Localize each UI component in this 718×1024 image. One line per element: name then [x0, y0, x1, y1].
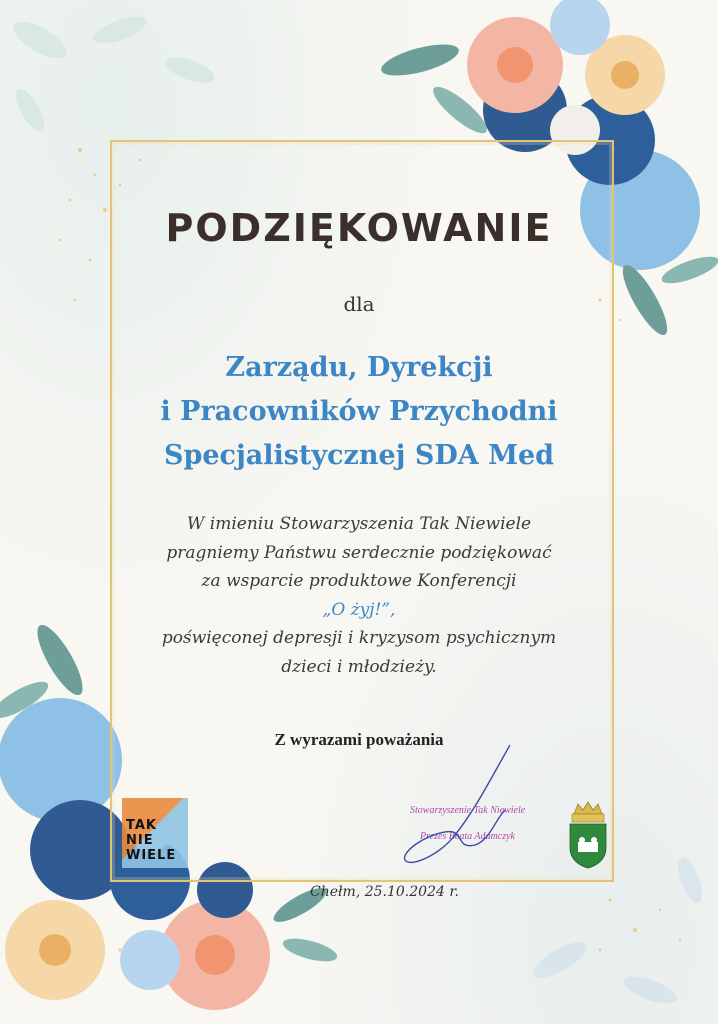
stamp-org: Stowarzyszenie Tak Niewiele [410, 805, 526, 816]
body-line: W imieniu Stowarzyszenia Tak Niewiele [186, 514, 532, 534]
recipient-block [0, 346, 718, 478]
body-line: poświęconej depresji i kryzysom psychicznym [161, 628, 557, 648]
chelm-coat-of-arms-icon [566, 800, 610, 870]
body-line: za wsparcie produktowe Konferencji [201, 571, 517, 591]
closing-text: Z wyrazami poważania [274, 730, 444, 749]
date-place: Chełm, 25.10.2024 r. [310, 884, 459, 900]
signature-icon [395, 740, 525, 870]
recipient-line: Specjalistycznej SDA Med [163, 440, 555, 471]
document-title: PODZIĘKOWANIE [165, 206, 553, 250]
conference-name: „O żyj!”, [322, 599, 396, 620]
body-line: dzieci i młodzieży. [281, 656, 437, 677]
recipient-line: i Pracowników Przychodni [160, 396, 558, 427]
tak-niewiele-logo-icon: TAK NIE WIELE [122, 798, 192, 870]
body-text [0, 510, 718, 681]
recipient-line: Zarządu, Dyrekcji [225, 352, 493, 383]
stamp-president: Prezes Beata Adamczyk [420, 831, 515, 842]
body-line: pragniemy Państwu serdecznie podziękować [166, 542, 552, 563]
for-label: dla [343, 292, 375, 316]
